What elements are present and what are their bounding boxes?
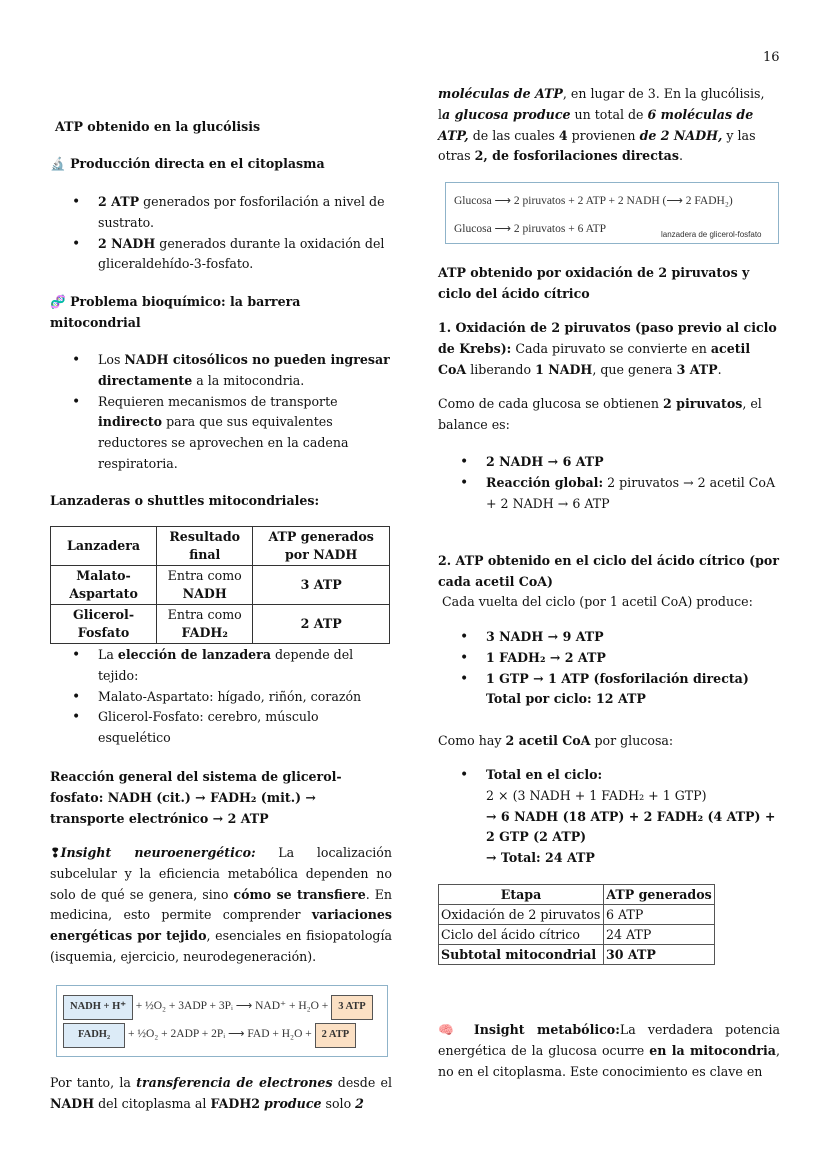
- column-header: Lanzadera: [51, 527, 157, 566]
- text-run: un total de: [570, 106, 648, 122]
- table-row: [439, 945, 715, 965]
- text-run: solo: [321, 1095, 356, 1111]
- cell-result-molecule: FADH₂: [181, 625, 228, 640]
- list-item: [50, 707, 392, 749]
- text-run: de 2 NADH,: [639, 127, 723, 143]
- cell-result-molecule: NADH: [182, 586, 227, 601]
- text-run: 4: [558, 127, 568, 143]
- text-run: 3 NADH → 9 ATP: [486, 629, 604, 644]
- text-run: 3 ATP: [676, 361, 718, 377]
- heading-pyruvate-oxidation: [438, 263, 780, 305]
- text-run: 2 acetil CoA: [505, 733, 591, 748]
- glucose-equation-figure: [445, 182, 779, 244]
- text-run: 2: [355, 1095, 364, 1111]
- oxidation-equation-figure: [56, 985, 388, 1057]
- cell-stage: Oxidación de 2 piruvatos: [439, 905, 604, 925]
- text-run: 1. Oxidación de 2 piruvatos (paso previo al ciclo de Krebs):: [438, 320, 777, 356]
- text-run: y las otras: [438, 127, 756, 164]
- text-run: ATP obtenido en la glucólisis: [55, 119, 261, 134]
- text-run: .: [678, 148, 683, 164]
- text-run: 2 ATP: [98, 194, 140, 209]
- table-row: [439, 905, 715, 925]
- text-run: 2, de fosforilaciones directas: [474, 148, 679, 164]
- text-run: , el balance es:: [438, 396, 762, 432]
- text-run: . En medicina, esto permite comprender: [50, 886, 393, 923]
- cell-shuttle: Malato-Aspartato: [69, 568, 138, 601]
- text-run: 2 piruvatos → 2 acetil CoA + 2 NADH → 6 ATP: [486, 474, 776, 511]
- atp-result-tag: 2 ATP: [315, 1023, 357, 1048]
- cell-result: Entra como: [167, 568, 242, 583]
- text-run: Reacción global:: [486, 474, 604, 490]
- text-run: depende del tejido:: [98, 647, 354, 683]
- text-run: 2 piruvatos: [663, 396, 743, 411]
- text-run: produce: [264, 1095, 322, 1111]
- text-run: 1 NADH: [535, 361, 593, 377]
- text-run: por glucosa:: [590, 733, 674, 748]
- text-run: Lanzaderas o shuttles mitocondriales:: [50, 493, 320, 508]
- total-list: [438, 765, 780, 869]
- cell-atp: 6 ATP: [604, 905, 715, 925]
- glucose-equation-2: Glucosa ⟶ 2 piruvatos + 6 ATP: [454, 223, 607, 235]
- text-run: 2 NADH: [98, 235, 156, 251]
- equation-text: + ½O₂ + 3ADP + 3Pᵢ ⟶ NAD⁺ + H₂O +: [135, 1000, 329, 1012]
- list-item: [438, 627, 780, 648]
- text-run: Como hay: [438, 733, 506, 748]
- total-result: → Total: 24 ATP: [486, 850, 595, 866]
- text-run: variaciones energéticas por tejido: [50, 907, 392, 944]
- table-row: [439, 925, 715, 945]
- text-run: , no en el citoplasma. Este conocimiento es clave en: [438, 1042, 780, 1079]
- cell-shuttle: Glicerol-Fosfato: [73, 607, 135, 640]
- text-run: a glucosa produce: [442, 106, 571, 122]
- text-run: Por tanto, la: [50, 1075, 137, 1090]
- total-label: Total en el ciclo:: [486, 767, 603, 782]
- text-run: NADH citosólicos no pueden ingresar directamente: [98, 352, 390, 388]
- column-header: Resultado final: [157, 527, 253, 566]
- text-run: Cada piruvato se convierte en: [511, 340, 711, 356]
- table-header-row: [439, 885, 715, 905]
- text-run: 1 FADH₂ → 2 ATP: [486, 649, 606, 665]
- text-run: ❢: [50, 845, 61, 860]
- text-run: 🧬: [50, 294, 71, 309]
- conclusion-paragraph: [50, 1073, 392, 1115]
- text-run: Malato-Aspartato: hígado, riñón, corazón: [98, 688, 362, 704]
- glucose-equation-1: Glucosa ⟶ 2 piruvatos + 2 ATP + 2 NADH (⟶ 2 FADH₂): [454, 195, 733, 207]
- text-run: La localización subcelular y la eficiencia metabólica dependen no solo de qué se genera, sino: [50, 845, 392, 902]
- text-run: transferencia de electrones: [136, 1075, 333, 1090]
- text-run: liberando: [466, 361, 536, 377]
- shuttle-list: [50, 645, 392, 749]
- direct-production-list: [50, 192, 392, 275]
- text-run: .: [717, 361, 722, 377]
- list-item: [438, 648, 780, 669]
- balance-paragraph: [438, 394, 780, 436]
- text-run: generados por fosforilación a nivel de sustrato.: [98, 194, 385, 230]
- text-run: Insight neuroenergético:: [60, 845, 256, 860]
- heading-direct-production: [50, 154, 392, 175]
- list-item: [50, 234, 392, 276]
- pyruvate-oxidation-paragraph: [438, 318, 780, 380]
- acetyl-paragraph: [438, 731, 780, 752]
- table-row: [51, 605, 390, 644]
- equation-row-nadh: [63, 995, 373, 1020]
- nadh-tag: NADH + H⁺: [63, 995, 133, 1020]
- column-header: Etapa: [439, 885, 604, 905]
- text-run: Reacción general del sistema de glicerol-fosfato: NADH (cit.) → FADH₂ (mit.) → transporte electrónico → 2 ATP: [50, 769, 342, 826]
- text-run: moléculas de ATP: [438, 86, 563, 101]
- text-run: , esenciales en fisiopatología (isquemia, ejercicio, neurodegeneración).: [50, 928, 393, 964]
- cell-atp: 30 ATP: [604, 945, 715, 965]
- text-run: cómo se transfiere: [233, 886, 366, 902]
- text-run: 2. ATP obtenido en el ciclo del ácido cítrico (por cada acetil CoA): [438, 553, 779, 589]
- text-run: elección de lanzadera: [117, 647, 271, 662]
- text-run: de las cuales: [468, 127, 559, 143]
- text-run: desde el: [332, 1075, 393, 1090]
- heading-problem: [50, 292, 392, 334]
- equation-row-fadh2: [63, 1023, 356, 1048]
- text-run: provienen: [567, 127, 640, 143]
- text-run: Insight metabólico:: [473, 1022, 620, 1037]
- text-run: FADH2: [210, 1095, 260, 1111]
- page-number: 16: [763, 50, 780, 65]
- text-run: NADH: [50, 1095, 95, 1111]
- column-header: ATP generados por NADH: [253, 527, 390, 566]
- text-run: del citoplasma al: [94, 1095, 211, 1111]
- list-item: [50, 350, 392, 392]
- cycle-list: [438, 627, 780, 710]
- total-formula: 2 × (3 NADH + 1 FADH₂ + 1 GTP): [486, 787, 707, 803]
- list-item: [438, 452, 780, 473]
- list-item: [438, 669, 780, 711]
- problem-list: [50, 350, 392, 475]
- text-run: acetil CoA: [438, 340, 751, 377]
- total-breakdown: → 6 NADH (18 ATP) + 2 FADH₂ (4 ATP) + 2 GTP (2 ATP): [486, 808, 776, 845]
- text-run: La verdadera potencia energética de la glucosa ocurre: [438, 1022, 780, 1058]
- table-row: [51, 566, 390, 605]
- cell-stage: Subtotal mitocondrial: [439, 945, 604, 965]
- list-item: [438, 765, 780, 869]
- heading-shuttles: [50, 491, 392, 512]
- table-header-row: [51, 527, 390, 566]
- cycle-intro: [442, 592, 784, 613]
- text-run: a la mitocondria.: [192, 372, 305, 388]
- text-run: Problema bioquímico: la barrera mitocondrial: [50, 294, 301, 330]
- heading-citric-cycle: [438, 551, 780, 593]
- atp-result-tag: 3 ATP: [331, 995, 373, 1020]
- fadh2-tag: FADH₂: [63, 1023, 125, 1048]
- text-run: ATP obtenido por oxidación de 2 piruvatos y ciclo del ácido cítrico: [438, 265, 750, 301]
- cell-atp: 3 ATP: [300, 577, 342, 592]
- text-run: Glicerol-Fosfato: cerebro, músculo esquelético: [98, 709, 319, 746]
- list-item: [50, 192, 392, 234]
- text-run: Los: [98, 352, 125, 367]
- cell-result: Entra como: [167, 607, 242, 622]
- text-run: en la mitocondria: [649, 1042, 776, 1058]
- text-run: Cada vuelta del ciclo (por 1 acetil CoA) produce:: [442, 594, 753, 609]
- balance-list: [438, 452, 780, 514]
- text-run: Requieren mecanismos de transporte: [98, 393, 338, 409]
- text-run: 1 GTP → 1 ATP (fosforilación directa) Total por ciclo: 12 ATP: [486, 670, 749, 707]
- text-run: 🔬: [50, 156, 71, 171]
- list-item: [50, 645, 392, 687]
- text-run: , en lugar de 3. En la glucólisis, l: [438, 86, 765, 122]
- list-item: [438, 473, 780, 515]
- text-run: 2 NADH → 6 ATP: [486, 454, 604, 469]
- text-run: Producción directa en el citoplasma: [70, 156, 325, 171]
- glucose-figure-caption: lanzadera de glicerol-fosfato: [661, 230, 762, 239]
- heading-glycolysis: [55, 117, 397, 138]
- text-run: 6 moléculas de ATP,: [438, 106, 754, 143]
- text-run: 🧠: [438, 1022, 474, 1037]
- cell-atp: 2 ATP: [300, 616, 342, 631]
- text-run: generados durante la oxidación del gliceraldehído-3-fosfato.: [98, 235, 385, 272]
- shuttle-table: [50, 526, 390, 644]
- text-run: Como de cada glucosa se obtienen: [438, 396, 663, 411]
- cell-atp: 24 ATP: [604, 925, 715, 945]
- equation-text: + ½O₂ + 2ADP + 2Pᵢ ⟶ FAD + H₂O +: [128, 1028, 312, 1040]
- text-run: , que genera: [592, 361, 677, 377]
- text-run: La: [98, 647, 118, 662]
- text-run: para que sus equivalentes reductores se aprovechen en la cadena respiratoria.: [98, 414, 349, 471]
- atp-summary-table: [438, 884, 715, 965]
- list-item: [50, 392, 392, 475]
- insight-neuroenergetic: [50, 843, 392, 968]
- general-reaction: [50, 767, 392, 829]
- list-item: [50, 687, 392, 708]
- cell-stage: Ciclo del ácido cítrico: [439, 925, 604, 945]
- continuation-paragraph: [438, 84, 780, 167]
- insight-metabolic: [438, 1020, 780, 1082]
- column-header: ATP generados: [604, 885, 715, 905]
- text-run: indirecto: [98, 414, 163, 430]
